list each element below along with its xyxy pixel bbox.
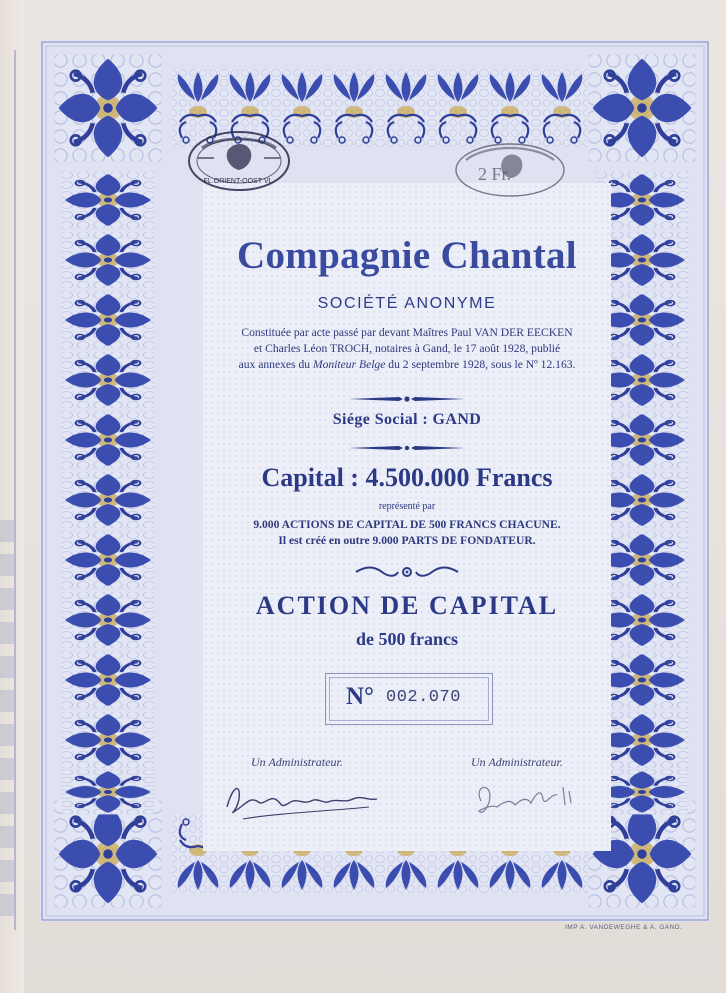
company-name: Compagnie Chantal xyxy=(237,234,577,277)
printer-imprint: IMP A. VANDEWEGHE & A. GAND. xyxy=(565,924,683,931)
constitution-line-3b: du 2 septembre 1928, sous le Nº 12.163. xyxy=(385,358,576,371)
tax-stamp-right xyxy=(450,138,570,202)
siege-social: Siége Social : GAND xyxy=(332,411,482,428)
edge-line xyxy=(14,50,16,930)
stamp-left-text: FL.ORIENT-OOST VL. xyxy=(203,178,275,185)
constitution-line-3a: aux annexes du xyxy=(238,358,313,371)
certificate-text-panel xyxy=(203,183,611,851)
ornamental-divider-1 xyxy=(347,394,467,404)
founder-parts-line: Il est créé en outre 9.000 PARTS DE FONDATEUR. xyxy=(278,534,536,547)
signature-right xyxy=(471,777,581,827)
signature-left xyxy=(219,777,389,827)
capital-amount: Capital : 4.500.000 Francs xyxy=(261,463,553,492)
company-type: SOCIÉTÉ ANONYME xyxy=(317,295,497,312)
number-label: N° xyxy=(346,683,375,710)
constitution-line-1: Constituée par acte passé par devant Maîtres Paul VAN DER EECKEN xyxy=(241,326,573,339)
ornamental-divider-3 xyxy=(352,565,462,579)
constitution-text xyxy=(203,325,611,373)
action-de-capital-title: ACTION DE CAPITAL xyxy=(255,591,559,620)
administrator-label-right: Un Administrateur. xyxy=(471,755,563,769)
action-value: de 500 francs xyxy=(356,629,458,649)
registration-stamp-left xyxy=(184,128,294,194)
represented-by: représenté par xyxy=(378,501,436,512)
certificate-number: 002.070 xyxy=(386,688,461,707)
edge-ornament-ghost xyxy=(0,520,14,920)
moniteur-belge: Moniteur Belge xyxy=(312,358,386,371)
stamp-right-text: 2 Fr. xyxy=(478,164,512,184)
share-certificate xyxy=(40,40,710,922)
constitution-line-2: et Charles Léon TROCH, notaires à Gand, le 17 août 1928, publié xyxy=(253,342,561,355)
shares-description xyxy=(203,517,611,549)
actions-line: 9.000 ACTIONS DE CAPITAL DE 500 FRANCS CHACUNE. xyxy=(253,518,561,531)
constitution-line-3 xyxy=(209,357,605,373)
adjacent-certificate-edge xyxy=(0,0,24,993)
ornamental-divider-2 xyxy=(347,443,467,453)
certificate-number-box xyxy=(325,673,493,725)
administrator-label-left: Un Administrateur. xyxy=(251,755,343,769)
left-ornament-column xyxy=(62,172,154,814)
